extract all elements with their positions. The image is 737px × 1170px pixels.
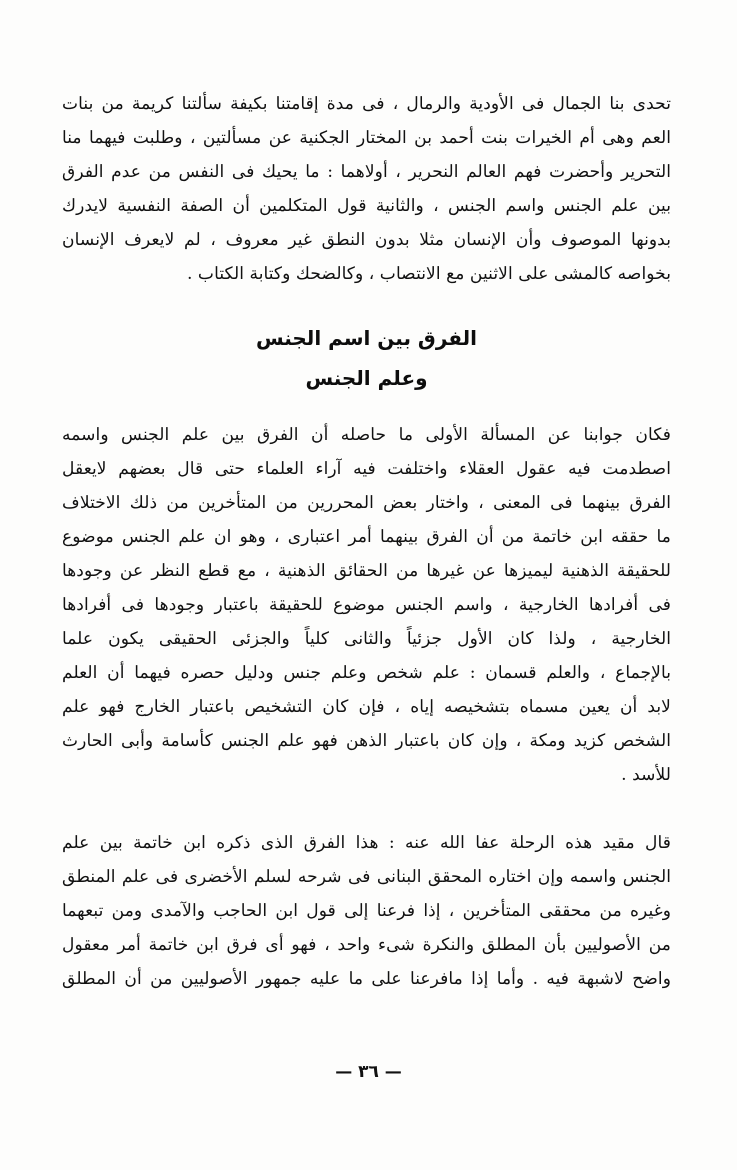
page-number: — ٣٦ — xyxy=(335,1062,402,1082)
paragraph-2 xyxy=(62,418,671,792)
text-line: فكان جوابنا عن المسألة الأولى ما حاصله أن الفرق بين علم الجنس واسمه xyxy=(62,425,671,445)
text-line: بين علم الجنس واسم الجنس ، والثانية قول المتكلمين أن الصفة النفسية لايدرك xyxy=(62,196,671,216)
text-line: بدونها الموصوف وأن الإنسان مثلا بدون النطق غير معروف ، لم لايعرف الإنسان xyxy=(62,230,671,250)
text-line: ما حققه ابن خاتمة من أن الفرق بينهما أمر اعتبارى ، وهو ان علم الجنس موضوع xyxy=(62,527,671,547)
text-line: الفرق بينهما فى المعنى ، واختار بعض المحررين من المتأخرين من ذلك الاختلاف xyxy=(62,493,671,513)
text-line: الخارجية ، ولذا كان الأول جزئياً والثانى كلياً والجزئى الحقيقى يكون علما xyxy=(62,629,671,649)
section-heading xyxy=(62,318,671,398)
text-line: واضح لاشبهة فيه . وأما إذا مافرعنا على ما عليه جمهور الأصوليين من أن المطلق xyxy=(62,969,671,989)
text-line: قال مقيد هذه الرحلة عفا الله عنه : هذا الفرق الذى ذكره ابن خاتمة بين علم xyxy=(62,833,671,853)
text-line: لابد أن يعين مسماه بتشخيصه إياه ، فإن كان التشخيص باعتبار الخارج فهو علم xyxy=(62,697,671,717)
heading-line-2: وعلم الجنس xyxy=(305,366,428,390)
text-line: من الأصوليين بأن المطلق والنكرة شىء واحد ، فهو أى فرق ابن خاتمة أمر معقول xyxy=(62,935,671,955)
text-line: فى أفرادها الخارجية ، واسم الجنس موضوع للحقيقة باعتبار وجودها فى أفرادها xyxy=(62,595,671,615)
text-line: اصطدمت فيه عقول العقلاء واختلفت فيه آراء العلماء حتى قال بعضهم لايعقل xyxy=(62,459,671,479)
heading-line-1: الفرق بين اسم الجنس xyxy=(255,326,478,350)
text-line: وغيره من محققى المتأخرين ، إذا فرعنا إلى قول ابن الحاجب والآمدى ومن تبعهما xyxy=(62,901,671,921)
text-line: تحدى بنا الجمال فى الأودية والرمال ، فى مدة إقامتنا بكيفة سألتنا كريمة من بنات xyxy=(62,94,671,114)
text-line: للأسد . xyxy=(621,765,671,785)
text-line: الجنس واسمه وإن اختاره المحقق البنانى فى شرحه لسلم الأخضرى فى علم المنطق xyxy=(62,867,671,887)
text-line: العم وهى أم الخيرات بنت أحمد بن المختار الجكنية عن مسألتين ، وطلبت فيهما منا xyxy=(62,128,671,148)
text-line: للحقيقة الذهنية ليميزها عن غيرها من الحقائق الذهنية ، مع قطع النظر عن وجودها xyxy=(62,561,671,581)
paragraph-3 xyxy=(62,826,671,996)
text-line: بالإجماع ، والعلم قسمان : علم شخص وعلم جنس ودليل حصره فيهما أن العلم xyxy=(62,663,671,683)
paragraph-1 xyxy=(62,87,671,291)
text-line: التحرير وأحضرت فهم العالم النحرير ، أولاهما : ما يحيك فى النفس من عدم الفرق xyxy=(62,162,671,182)
text-line: الشخص كزيد ومكة ، وإن كان باعتبار الذهن فهو علم الجنس كأسامة وأبى الحارث xyxy=(62,731,671,751)
text-line: بخواصه كالمشى على الاثنين مع الانتصاب ، وكالضحك وكتابة الكتاب . xyxy=(186,264,671,284)
